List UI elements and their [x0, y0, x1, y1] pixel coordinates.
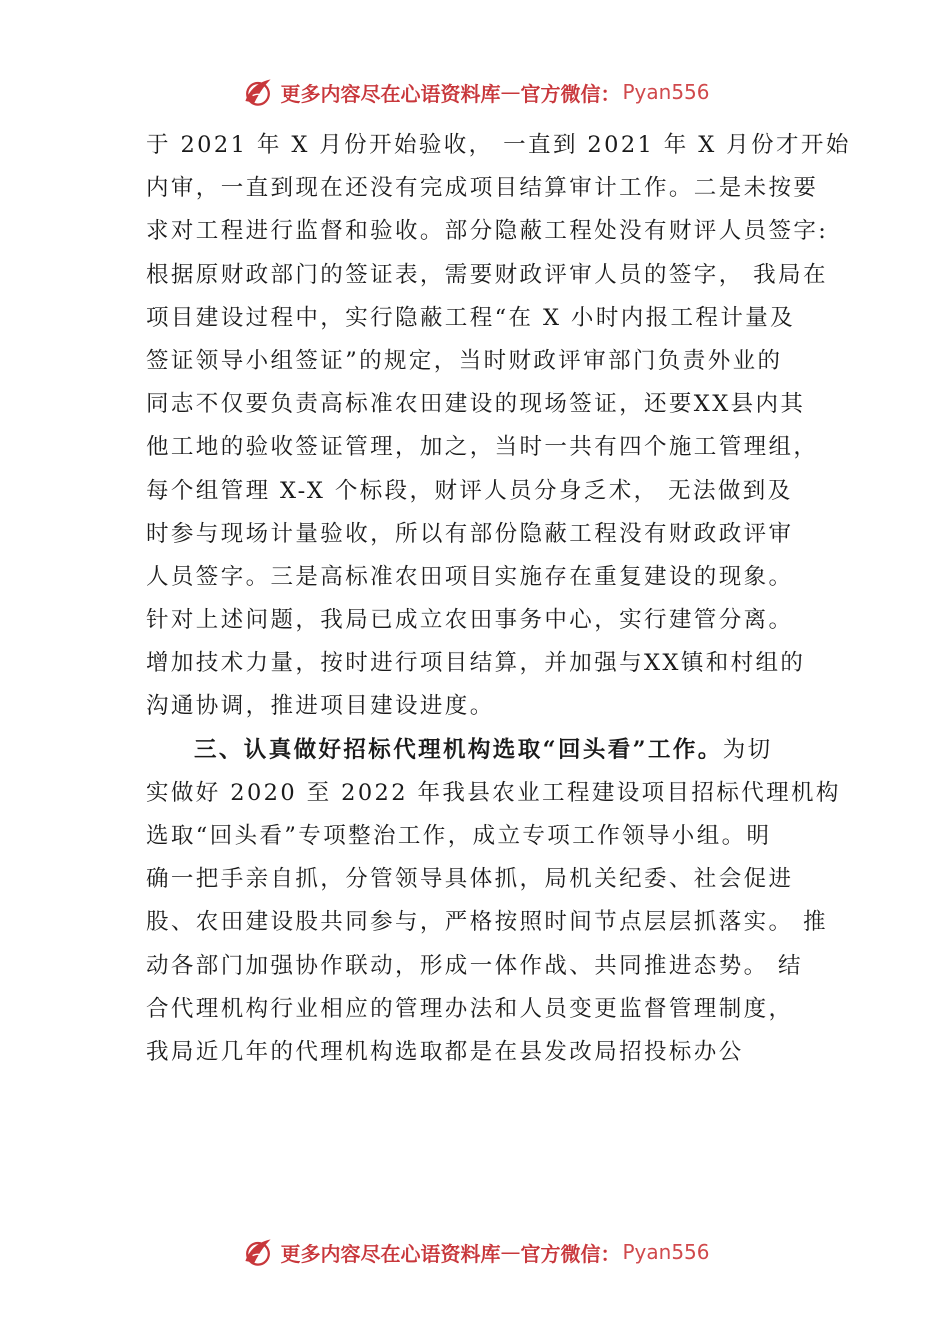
body-line: 动各部门加强协作联动，形成一体作战、共同推进态势。 结	[146, 952, 803, 979]
body-line: 我局近几年的代理机构选取都是在县发改局招投标办公	[146, 1038, 744, 1065]
body-line: 他工地的验收签证管理，加之，当时一共有四个施工管理组，	[146, 434, 819, 461]
body-line: 针对上述问题，我局已成立农田事务中心，实行建管分离。	[146, 607, 794, 634]
body-line: 时参与现场计量验收，所以有部份隐蔽工程没有财政政评审	[146, 520, 794, 547]
body-line: 项目建设过程中，实行隐蔽工程“在 X 小时内报工程计量及	[146, 304, 796, 331]
body-line: 股、农田建设股共同参与，严格按照时间节点层层抓落实。 推	[146, 909, 828, 936]
watermark-logo-icon	[240, 1234, 276, 1270]
watermark-slogan: 更多内容尽在心语资料库	[280, 81, 501, 106]
body-line: 内审，一直到现在还没有完成项目结算审计工作。二是未按要	[146, 175, 819, 202]
watermark-wechat-id: Pyan556	[622, 1240, 710, 1264]
watermark-logo-icon	[240, 74, 276, 110]
body-line: 人员签字。三是高标准农田项目实施存在重复建设的现象。	[146, 563, 794, 590]
body-line: 实做好 2020 至 2022 年我县农业工程建设项目招标代理机构	[146, 779, 841, 806]
body-line: 同志不仅要负责高标准农田建设的现场签证，还要XX县内其	[146, 391, 806, 418]
footer-watermark	[0, 1232, 950, 1272]
watermark-org-label: 官方微信：	[520, 81, 621, 106]
document-body	[146, 124, 851, 1074]
body-line: 沟通协调，推进项目建设进度。	[146, 693, 495, 720]
header-watermark	[0, 72, 950, 112]
watermark-slogan: 更多内容尽在心语资料库	[280, 1241, 501, 1266]
watermark-dash: —	[500, 80, 521, 104]
body-line: 确一把手亲自抓，分管领导具体抓，局机关纪委、社会促进	[146, 866, 794, 893]
body-line: 签证领导小组签证”的规定，当时财政评审部门负责外业的	[146, 347, 783, 374]
body-line: 根据原财政部门的签证表，需要财政评审人员的签字， 我局在	[146, 261, 828, 288]
body-line: 求对工程进行监督和验收。部分隐蔽工程处没有财评人员签字:	[146, 218, 829, 245]
body-line: 增加技术力量，按时进行项目结算，并加强与XX镇和村组的	[146, 650, 806, 677]
section-3-heading: 三、认真做好招标代理机构选取“回头看”工作。	[194, 736, 723, 763]
body-line: 每个组管理 X-X 个标段，财评人员分身乏术， 无法做到及	[146, 477, 793, 504]
body-line: 选取“回头看”专项整治工作，成立专项工作领导小组。明	[146, 823, 772, 849]
section-3-first-tail: 为切	[722, 736, 773, 763]
watermark-org-label: 官方微信：	[520, 1241, 621, 1266]
body-line: 合代理机构行业相应的管理办法和人员变更监督管理制度，	[146, 995, 794, 1022]
watermark-dash: —	[500, 1240, 521, 1264]
section-3-first-line	[146, 729, 806, 772]
body-line: 于 2021 年 X 月份开始验收， 一直到 2021 年 X 月份才开始	[146, 132, 851, 158]
watermark-wechat-id: Pyan556	[622, 80, 710, 104]
